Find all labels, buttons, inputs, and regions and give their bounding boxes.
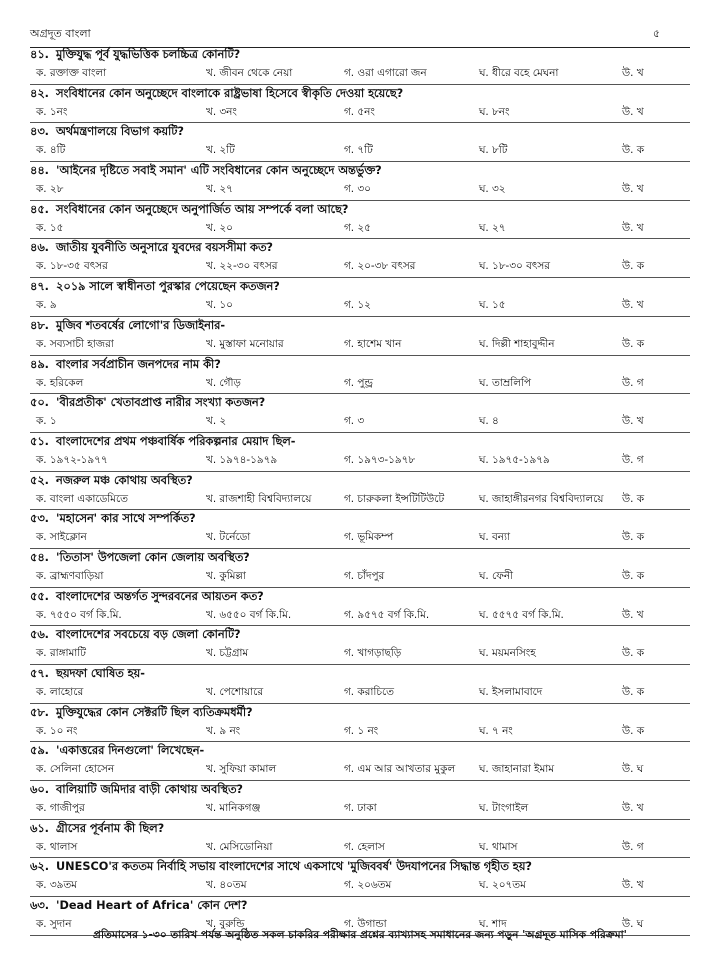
- question-text: 'বীরপ্রতীক' খেতাবপ্রাপ্ত নারীর সংখ্যা কতজন?: [56, 396, 266, 410]
- question-line: [30, 433, 690, 451]
- option-ka: ক. ১নং: [36, 105, 68, 118]
- question-text: বাংলাদেশের সবচেয়ে বড় জেলা কোনটি?: [56, 628, 241, 642]
- answer-key: উ. খ: [622, 183, 644, 196]
- option-ga: গ. ২০-৩৮ বৎসর: [344, 260, 416, 273]
- question-number: ৪১.: [30, 48, 49, 61]
- option-kha: খ. ৩নং: [206, 105, 237, 118]
- question-line: [30, 278, 690, 296]
- question-number: ৪৬.: [30, 241, 49, 255]
- option-ka: ক. ৩৯তম: [36, 879, 77, 892]
- answer-key: উ. গ: [622, 376, 644, 389]
- question-item: [30, 278, 690, 317]
- option-kha: খ. সুফিয়া কামাল: [206, 763, 277, 776]
- question-item: [30, 201, 690, 240]
- option-kha: খ. গৌড়: [206, 376, 241, 389]
- option-ga: গ. এম আর আখতার মুকুল: [344, 763, 456, 776]
- question-line: [30, 46, 690, 64]
- option-ka: ক. সুদান: [36, 918, 72, 931]
- question-text: 'একাত্তরের দিনগুলো' লিখেছেন-: [56, 744, 205, 758]
- answer-key: উ. গ: [622, 840, 644, 853]
- option-gha: ঘ. ময়মনসিংহ: [479, 647, 536, 660]
- option-row: [30, 451, 690, 470]
- option-kha: খ. ২টি: [206, 144, 235, 157]
- question-number: ৫৯.: [30, 744, 49, 758]
- option-row: [30, 876, 690, 895]
- question-number: ৪৭.: [30, 280, 49, 294]
- option-row: [30, 799, 690, 818]
- option-row: [30, 567, 690, 586]
- question-line: [30, 472, 690, 490]
- question-number: ৫৪.: [30, 550, 49, 564]
- option-row: [30, 180, 690, 199]
- option-kha: খ. কুমিল্লা: [206, 569, 246, 582]
- question-item: [30, 317, 690, 356]
- option-row: [30, 838, 690, 857]
- question-line: [30, 897, 690, 915]
- option-ka: ক. ৪টি: [36, 144, 66, 157]
- option-ka: ক. ব্রাহ্মণবাড়িয়া: [36, 569, 104, 582]
- question-line: [30, 588, 690, 606]
- answer-key: উ. খ: [622, 105, 644, 118]
- question-number: ৬১.: [30, 821, 49, 835]
- option-ga: গ. ১ নং: [344, 724, 379, 737]
- answer-key: উ. খ: [622, 299, 644, 312]
- option-kha: খ. মানিকগঞ্জ: [206, 802, 261, 815]
- option-ga: গ. ৯৫৭৫ বর্গ কি.মি.: [344, 608, 430, 621]
- answer-key: উ. ক: [622, 686, 644, 698]
- question-line: [30, 704, 690, 722]
- question-item: [30, 742, 690, 781]
- question-text: মুক্তিযুদ্ধের কোন সেক্টরটি ছিল ব্যতিক্রমধর্মী?: [56, 705, 253, 719]
- answer-key: উ. খ: [622, 67, 644, 79]
- question-number: ৫০.: [30, 396, 49, 410]
- option-ka: ক. ১৫: [36, 221, 64, 234]
- option-row: [30, 644, 690, 663]
- answer-key: উ. ক: [622, 531, 644, 544]
- question-text: বালিয়াটি জমিদার বাড়ী কোথায় অবস্থিত?: [56, 783, 243, 797]
- question-number: ৫৭.: [30, 667, 49, 680]
- option-ga: গ. ৫নং: [344, 105, 375, 118]
- question-text: বাংলার সর্বপ্রাচীন জনপদের নাম কী?: [56, 357, 221, 371]
- option-kha: খ. রাজশাহী বিশ্ববিদ্যালয়ে: [206, 492, 312, 505]
- option-ga: গ. ৭টি: [344, 144, 373, 157]
- question-line: [30, 665, 690, 683]
- question-line: [30, 201, 690, 219]
- question-number: ৫৩.: [30, 512, 49, 526]
- question-text: 'আইনের দৃষ্টিতে সবাই সমান' এটি সংবিধানের কোন অনুচ্ছেদে অন্তর্ভুক্ত?: [56, 164, 382, 178]
- option-ka: ক. রাঙ্গামাটি: [36, 647, 86, 660]
- option-gha: ঘ. ১৯৭৫-১৯৭৯: [479, 453, 550, 466]
- question-item: [30, 665, 690, 704]
- question-text: সংবিধানের কোন অনুচ্ছেদে অনুপার্জিত আয় সম্পর্কে বলা আছে?: [56, 202, 349, 216]
- option-gha: ঘ. ৭ নং: [479, 724, 513, 737]
- option-ga: গ. ৩: [344, 415, 365, 428]
- option-row: [30, 683, 690, 702]
- option-gha: ঘ. দিল্লী শাহাবুদ্দীন: [479, 337, 555, 350]
- question-text: ২০১৯ সালে স্বাধীনতা পুরস্কার পেয়েছেন কতজন?: [56, 280, 280, 294]
- question-item: [30, 626, 690, 665]
- question-number: ৪২.: [30, 86, 49, 100]
- question-text: 'তিতাস' উপজেলা কোন জেলায় অবস্থিত?: [56, 550, 250, 564]
- option-ka: ক. সাইক্লোন: [36, 531, 87, 544]
- question-text: UNESCO'র কততম নির্বাহি সভায় বাংলাদেশের সাথে একসাথে 'মুজিববর্ষ' উদযাপনের সিদ্ধান্ত গৃহীত হয়?: [56, 860, 532, 874]
- option-gha: ঘ. ৪: [479, 415, 499, 428]
- question-line: [30, 394, 690, 412]
- option-gha: ঘ. তাম্রলিপি: [479, 376, 531, 389]
- option-kha: খ. ২: [206, 415, 227, 428]
- publication-name: অগ্রদূত বাংলা: [30, 27, 91, 40]
- option-row: [30, 606, 690, 625]
- option-row: [30, 490, 690, 509]
- option-ka: ক. ২৮: [36, 183, 64, 196]
- question-text: সংবিধানের কোন অনুচ্ছেদে বাংলাকে রাষ্ট্রভাষা হিসেবে স্বীকৃতি দেওয়া হয়েছে?: [56, 86, 404, 100]
- question-number: ৫৮.: [30, 705, 49, 719]
- question-item: [30, 46, 690, 85]
- question-number: ৪৯.: [30, 357, 49, 371]
- question-item: [30, 394, 690, 433]
- question-number: ৪৪.: [30, 164, 49, 178]
- option-ka: ক. ১: [36, 415, 57, 428]
- option-gha: ঘ. ইসলামাবাদে: [479, 686, 543, 698]
- option-kha: খ. ২০: [206, 221, 233, 234]
- option-gha: ঘ. বন্যা: [479, 531, 511, 544]
- option-gha: ঘ. ৫৫৭৫ বর্গ কি.মি.: [479, 608, 564, 621]
- option-gha: ঘ. ৩২: [479, 183, 506, 196]
- answer-key: উ. খ: [622, 608, 644, 621]
- option-row: [30, 103, 690, 122]
- option-ka: ক. ৭৫৫০ বর্গ কি.মি.: [36, 608, 122, 621]
- option-ga: গ. চাঁদপুর: [344, 569, 385, 582]
- option-gha: ঘ. ধীরে বহে মেঘনা: [479, 67, 559, 79]
- option-gha: ঘ. ৮টি: [479, 144, 508, 157]
- option-row: [30, 374, 690, 393]
- question-number: ৬০.: [30, 783, 49, 797]
- question-item: [30, 85, 690, 124]
- answer-key: উ. গ: [622, 453, 644, 466]
- question-text: অর্থমন্ত্রণালয়ে বিভাগ কয়টি?: [56, 125, 184, 139]
- option-ga: গ. ওরা এগারো জন: [344, 67, 427, 79]
- question-item: [30, 239, 690, 278]
- option-gha: ঘ. টাংগাইল: [479, 802, 529, 815]
- question-line: [30, 356, 690, 374]
- question-number: ৫১.: [30, 434, 49, 448]
- question-text: 'Dead Heart of Africa' কোন দেশ?: [56, 899, 248, 913]
- page-header: [30, 22, 690, 48]
- option-ga: গ. ৩০: [344, 183, 371, 196]
- option-kha: খ. মুস্তাফা মনোয়ার: [206, 337, 284, 350]
- option-ga: গ. পুন্ড্র: [344, 376, 373, 389]
- option-ga: গ. খাগড়াছড়ি: [344, 647, 402, 660]
- option-ga: গ. ভূমিকম্প: [344, 531, 394, 544]
- answer-key: উ. খ: [622, 802, 644, 815]
- question-line: [30, 858, 690, 876]
- answer-key: উ. ক: [622, 647, 644, 660]
- question-number: ৬৩.: [30, 899, 49, 913]
- option-ka: ক. ৯: [36, 299, 57, 312]
- question-text: মুজিব শতবর্ষের লোগো'র ডিজাইনার-: [56, 318, 226, 332]
- footer-note: প্রতিমাসের ১-৩০ তারিখ পর্যন্ত অনুষ্ঠিত সকল চাকরির পরীক্ষার প্রশ্নের ব্যাখ্যাসহ সমাধানের জন্য পড়ুন 'অগ্রদূত মাসিক পরিক্রমা': [93, 929, 627, 941]
- option-ka: ক. ১৮-৩৫ বৎসর: [36, 260, 108, 273]
- question-line: [30, 510, 690, 528]
- question-item: [30, 162, 690, 201]
- question-line: [30, 85, 690, 103]
- question-text: মুক্তিযুদ্ধ পূর্ব যুদ্ধভিত্তিক চলচ্চিত্র কোনটি?: [56, 48, 241, 61]
- question-number: ৫২.: [30, 473, 49, 487]
- question-item: [30, 588, 690, 627]
- question-item: [30, 549, 690, 588]
- option-ga: গ. করাচিতে: [344, 686, 394, 698]
- question-line: [30, 820, 690, 838]
- option-kha: খ. পেশোয়ারে: [206, 686, 264, 698]
- option-kha: খ. ২২-৩০ বৎসর: [206, 260, 278, 273]
- option-ka: ক. ১৯৭২-১৯৭৭: [36, 453, 108, 466]
- option-row: [30, 219, 690, 238]
- question-number: ৫৬.: [30, 628, 49, 642]
- question-item: [30, 123, 690, 162]
- question-line: [30, 781, 690, 799]
- answer-key: উ. খ: [622, 415, 644, 428]
- question-text: বাংলাদেশের প্রথম পঞ্চবার্ষিক পরিকল্পনার মেয়াদ ছিল-: [56, 434, 296, 448]
- answer-key: উ. খ: [622, 879, 644, 892]
- option-kha: খ. টর্নেডো: [206, 531, 251, 544]
- question-number: ৫৫.: [30, 589, 49, 603]
- answer-key: উ. খ: [622, 221, 644, 234]
- option-ka: ক. হরিকেল: [36, 376, 84, 389]
- option-kha: খ. বুরুন্ডি: [206, 918, 245, 931]
- question-line: [30, 317, 690, 335]
- option-gha: ঘ. থামাস: [479, 840, 518, 853]
- question-number: ৪৫.: [30, 202, 49, 216]
- answer-key: উ. ক: [622, 260, 644, 273]
- option-ka: ক. সেলিনা হোসেন: [36, 763, 115, 776]
- question-number: ৪৮.: [30, 318, 49, 332]
- option-ka: ক. বাংলা একাডেমিতে: [36, 492, 128, 505]
- question-item: [30, 704, 690, 743]
- question-line: [30, 123, 690, 141]
- question-item: [30, 433, 690, 472]
- answer-key: উ. ক: [622, 569, 644, 582]
- option-row: [30, 760, 690, 779]
- option-row: [30, 335, 690, 354]
- question-item: [30, 858, 690, 897]
- question-item: [30, 356, 690, 395]
- option-ga: গ. ঢাকা: [344, 802, 377, 815]
- question-item: [30, 820, 690, 859]
- question-text: ছয়দফা ঘোষিত হয়-: [56, 667, 145, 680]
- option-ga: গ. উগান্ডা: [344, 918, 387, 931]
- question-text: নজরুল মঞ্চ কোথায় অবস্থিত?: [56, 473, 193, 487]
- option-kha: খ. ২৭: [206, 183, 233, 196]
- option-ga: গ. হেলাস: [344, 840, 385, 853]
- question-line: [30, 626, 690, 644]
- option-row: [30, 296, 690, 315]
- option-kha: খ. ৪০তম: [206, 879, 247, 892]
- option-gha: ঘ. ১৮-৩০ বৎসর: [479, 260, 550, 273]
- question-item: [30, 472, 690, 511]
- question-text: 'মহাসেন' কার সাথে সম্পর্কিত?: [56, 512, 196, 526]
- option-ka: ক. ১০ নং: [36, 724, 78, 737]
- question-line: [30, 239, 690, 257]
- option-ga: গ. হাশেম খান: [344, 337, 402, 350]
- question-line: [30, 549, 690, 567]
- option-gha: ঘ. ২৭: [479, 221, 506, 234]
- question-text: জাতীয় যুবনীতি অনুসারে যুবদের বয়সসীমা কত?: [56, 241, 273, 255]
- option-row: [30, 64, 690, 83]
- option-row: [30, 141, 690, 160]
- answer-key: উ. ক: [622, 492, 644, 505]
- question-list: [30, 46, 690, 936]
- option-row: [30, 257, 690, 276]
- option-kha: খ. চট্টগ্রাম: [206, 647, 249, 660]
- page-number: ৫: [652, 27, 660, 40]
- question-line: [30, 742, 690, 760]
- question-text: বাংলাদেশের অন্তর্গত সুন্দরবনের আয়তন কত?: [56, 589, 264, 603]
- answer-key: উ. ঘ: [622, 918, 644, 931]
- option-row: [30, 528, 690, 547]
- option-ga: গ. ২৫: [344, 221, 371, 234]
- answer-key: উ. ক: [622, 724, 644, 737]
- option-gha: ঘ. শাদ: [479, 918, 507, 931]
- option-ga: গ. ২০৬তম: [344, 879, 392, 892]
- question-number: ৬২.: [30, 860, 49, 874]
- option-gha: ঘ. জাহানারা ইমাম: [479, 763, 555, 776]
- option-gha: ঘ. ২০৭তম: [479, 879, 526, 892]
- option-kha: খ. জীবন থেকে নেয়া: [206, 67, 293, 79]
- option-ka: ক. সব্যসাচী হাজরা: [36, 337, 114, 350]
- option-ga: গ. চারুকলা ইন্সটিটিউটে: [344, 492, 445, 505]
- option-gha: ঘ. জাহাঙ্গীরনগর বিশ্ববিদ্যালয়ে: [479, 492, 604, 505]
- question-line: [30, 162, 690, 180]
- option-gha: ঘ. ১৫: [479, 299, 506, 312]
- question-text: গ্রীসের পূর্বনাম কী ছিল?: [56, 821, 165, 835]
- option-kha: খ. ৬৫৫০ বর্গ কি.মি.: [206, 608, 292, 621]
- option-ka: ক. গাজীপুর: [36, 802, 85, 815]
- question-item: [30, 781, 690, 820]
- option-kha: খ. ১৯৭৪-১৯৭৯: [206, 453, 278, 466]
- option-kha: খ. ১০: [206, 299, 233, 312]
- option-row: [30, 412, 690, 431]
- answer-key: উ. ক: [622, 337, 644, 350]
- option-ka: ক. থালাস: [36, 840, 78, 853]
- option-gha: ঘ. ফেনী: [479, 569, 514, 582]
- option-gha: ঘ. ৮নং: [479, 105, 510, 118]
- answer-key: উ. ক: [622, 144, 644, 157]
- option-kha: খ. ৯ নং: [206, 724, 241, 737]
- option-ga: গ. ১২: [344, 299, 371, 312]
- question-item: [30, 510, 690, 549]
- option-row: [30, 722, 690, 741]
- option-ka: ক. রক্তাক্ত বাংলা: [36, 67, 107, 79]
- question-number: ৪৩.: [30, 125, 49, 139]
- option-ga: গ. ১৯৭৩-১৯৭৮: [344, 453, 416, 466]
- option-kha: খ. মেসিডোনিয়া: [206, 840, 273, 853]
- option-ka: ক. লাহোরে: [36, 686, 84, 698]
- answer-key: উ. ঘ: [622, 763, 644, 776]
